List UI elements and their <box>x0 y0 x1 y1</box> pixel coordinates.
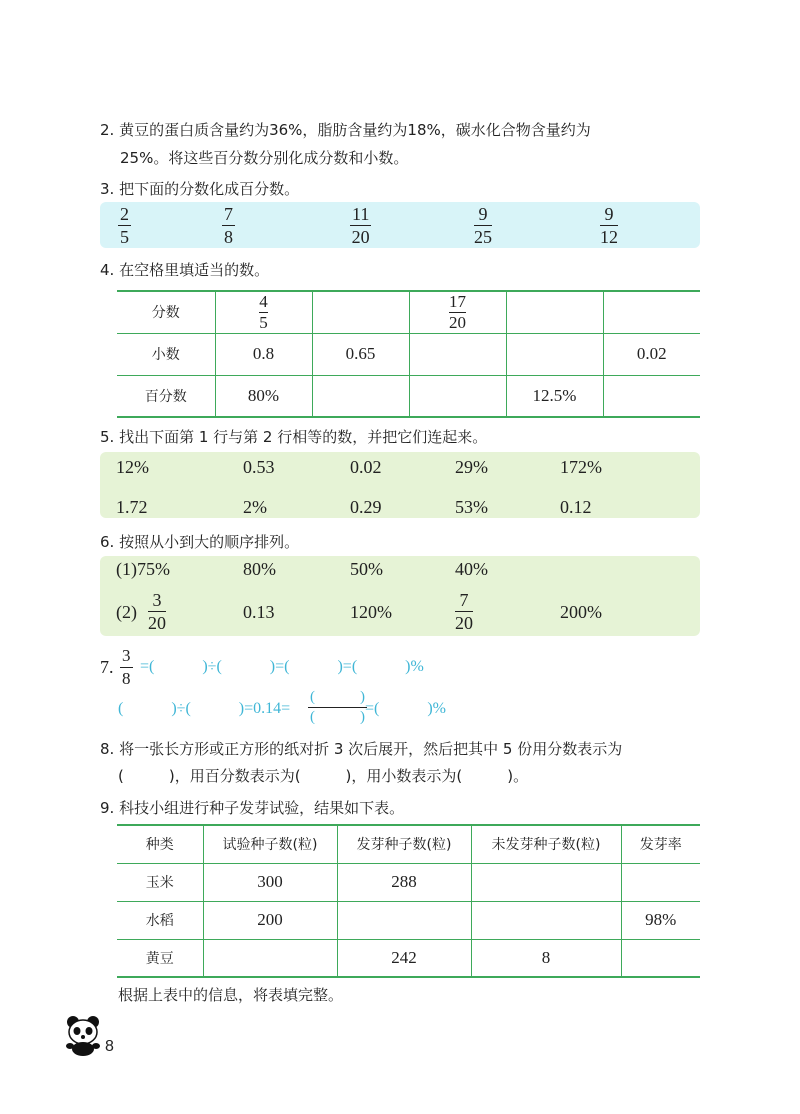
q7-line2-blanks[interactable]: ( )÷( )=0.14= <box>118 700 291 717</box>
q5-row1-value[interactable]: 12% <box>116 457 149 477</box>
q6-row1-value: 50% <box>350 559 383 579</box>
q4-cell: $\frac{17}{20}$ <box>409 291 506 333</box>
q4-label: 分数 <box>117 291 215 333</box>
q9-cell[interactable] <box>621 939 700 977</box>
q3-fraction-2: 7 8 <box>224 204 233 247</box>
q4-cell[interactable] <box>506 291 603 333</box>
q9-cell: 水稻 <box>117 901 203 939</box>
q9-cell: 玉米 <box>117 863 203 901</box>
q2-line1: 2. 黄豆的蛋白质含量约为36%，脂肪含量约为18%，碳水化合物含量约为 <box>100 121 591 139</box>
q6-row2-value: 0.13 <box>243 602 275 622</box>
q8-line2[interactable]: ( )，用百分数表示为( )，用小数表示为( )。 <box>118 767 529 785</box>
q9-cell[interactable] <box>471 901 621 939</box>
q4-cell: 80% <box>215 375 312 417</box>
q6-row2-value: 200% <box>560 602 602 622</box>
q9-header: 试验种子数(粒) <box>203 825 337 863</box>
q9-cell: 288 <box>337 863 471 901</box>
q4-cell: 0.65 <box>312 333 409 375</box>
q9-row-rice <box>117 901 700 939</box>
q6-row1-value: 80% <box>243 559 276 579</box>
q6-row2-value: 120% <box>350 602 392 622</box>
q4-label: 百分数 <box>117 375 215 417</box>
q5-band <box>100 452 700 518</box>
q9-header: 未发芽种子数(粒) <box>471 825 621 863</box>
q7-line1-blanks[interactable]: =( )÷( )=( )=( )% <box>140 658 424 675</box>
q4-cell[interactable] <box>603 375 700 417</box>
q4-cell[interactable] <box>312 291 409 333</box>
q2-line2: 25%。将这些百分数分别化成分数和小数。 <box>120 149 409 167</box>
q6-fraction-1: 3 20 <box>148 590 166 633</box>
q9-cell: 300 <box>203 863 337 901</box>
q3-fraction-3: 11 20 <box>351 204 370 247</box>
q9-cell[interactable] <box>471 863 621 901</box>
q9-footer: 根据上表中的信息，将表填完整。 <box>118 986 344 1004</box>
q4-label: 小数 <box>117 333 215 375</box>
q4-cell: $\frac{4}{5}$ <box>215 291 312 333</box>
q5-title: 5. 找出下面第 1 行与第 2 行相等的数，并把它们连起来。 <box>100 428 488 446</box>
q7-fraction: 3 8 <box>122 646 131 688</box>
q9-cell: 200 <box>203 901 337 939</box>
q7-number: 7. <box>100 657 114 677</box>
q9-cell: 8 <box>471 939 621 977</box>
q9-cell[interactable] <box>337 901 471 939</box>
q9-header: 发芽种子数(粒) <box>337 825 471 863</box>
q9-row-corn <box>117 863 700 901</box>
q6-band <box>100 556 700 636</box>
q5-row2-value[interactable]: 0.12 <box>560 497 592 517</box>
q9-cell: 98% <box>621 901 700 939</box>
q3-title: 3. 把下面的分数化成百分数。 <box>100 180 300 198</box>
q4-cell[interactable] <box>603 291 700 333</box>
q6-row2-label: (2) <box>116 602 137 622</box>
q4-table <box>117 290 700 418</box>
q9-cell[interactable] <box>621 863 700 901</box>
q4-row-percent <box>117 375 700 417</box>
q9-cell: 242 <box>337 939 471 977</box>
page-number: 8 <box>105 1038 114 1055</box>
q6-row1-value: 40% <box>455 559 488 579</box>
q5-row2-value[interactable]: 1.72 <box>116 497 148 517</box>
q9-table <box>117 824 700 978</box>
q4-row-decimal <box>117 333 700 375</box>
q3-fraction-5: 9 12 <box>600 204 618 247</box>
q8-line1: 8. 将一张长方形或正方形的纸对折 3 次后展开，然后把其中 5 份用分数表示为 <box>100 740 623 758</box>
q6-fraction-2: 7 20 <box>455 590 473 633</box>
q3-fraction-1: 2 5 <box>120 204 129 247</box>
q4-cell[interactable] <box>409 333 506 375</box>
panda-icon <box>64 1014 104 1058</box>
q5-row1-value[interactable]: 0.53 <box>243 457 275 477</box>
q7-line2-tail[interactable]: =( )% <box>365 700 447 717</box>
q5-row1-value[interactable]: 0.02 <box>350 457 382 477</box>
q9-header: 种类 <box>117 825 203 863</box>
q9-header: 发芽率 <box>621 825 700 863</box>
q7-blank-fraction[interactable]: ( ) ( ) <box>310 689 365 725</box>
q4-row-fraction <box>117 291 700 333</box>
q9-header-row <box>117 825 700 863</box>
q4-cell: 12.5% <box>506 375 603 417</box>
q4-cell: 0.8 <box>215 333 312 375</box>
q6-title: 6. 按照从小到大的顺序排列。 <box>100 533 300 551</box>
q9-row-soybean <box>117 939 700 977</box>
q4-cell: 0.02 <box>603 333 700 375</box>
q4-cell[interactable] <box>312 375 409 417</box>
q3-fraction-4: 9 25 <box>474 204 492 247</box>
q4-cell[interactable] <box>506 333 603 375</box>
q4-title: 4. 在空格里填适当的数。 <box>100 261 270 279</box>
q9-cell: 黄豆 <box>117 939 203 977</box>
q5-row2-value[interactable]: 53% <box>455 497 488 517</box>
q9-title: 9. 科技小组进行种子发芽试验，结果如下表。 <box>100 799 405 817</box>
q5-row2-value[interactable]: 0.29 <box>350 497 382 517</box>
q9-cell[interactable] <box>203 939 337 977</box>
q5-row1-value[interactable]: 172% <box>560 457 602 477</box>
q5-row1-value[interactable]: 29% <box>455 457 488 477</box>
q6-row1-value: (1)75% <box>116 559 170 579</box>
q5-row2-value[interactable]: 2% <box>243 497 267 517</box>
q4-cell[interactable] <box>409 375 506 417</box>
